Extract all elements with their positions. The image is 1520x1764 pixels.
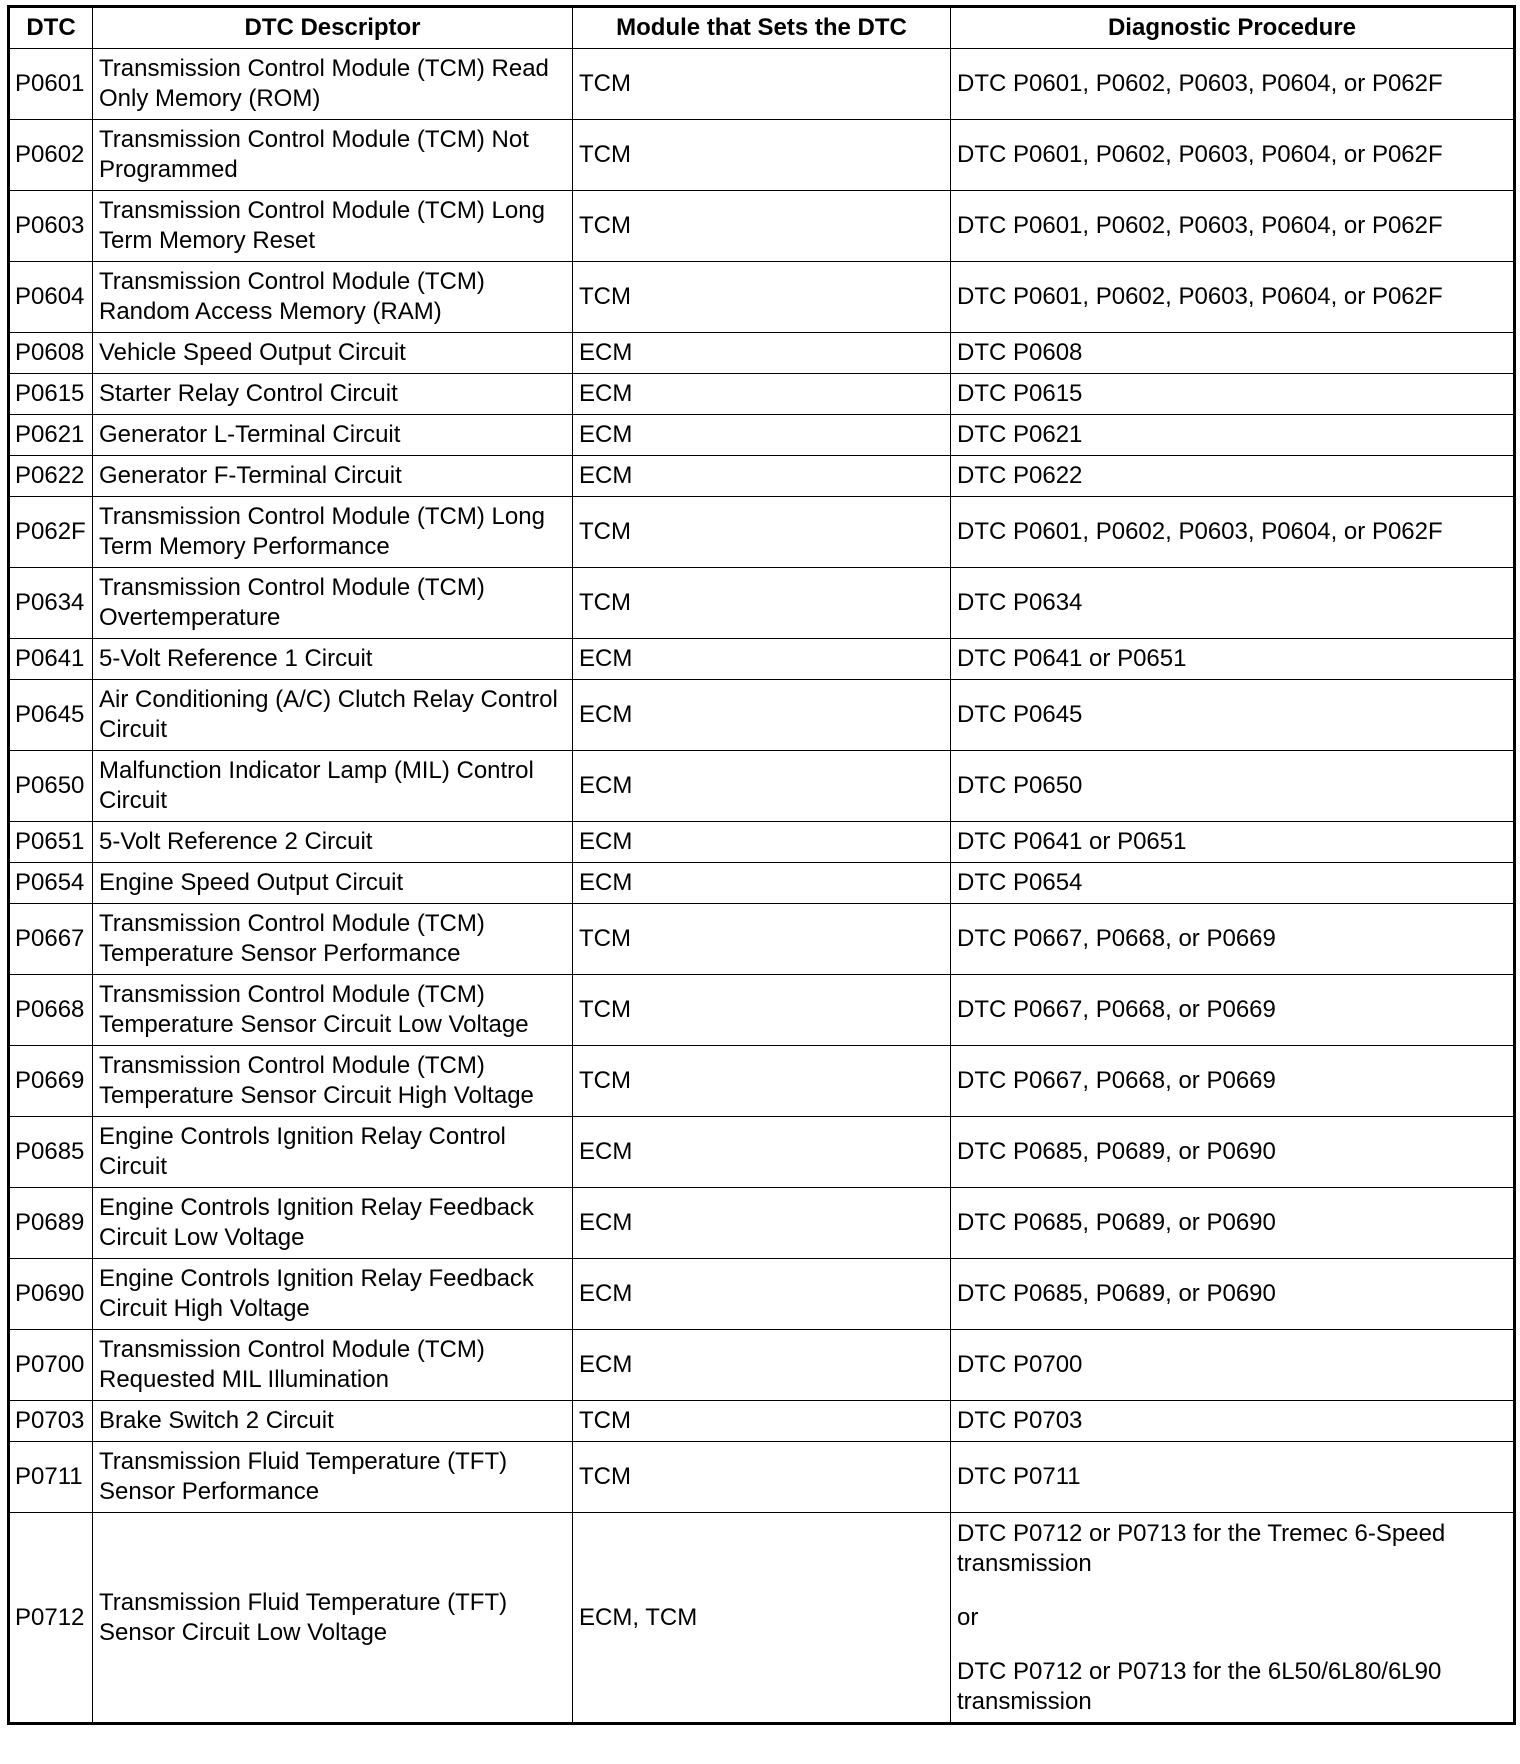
procedure-line: DTC P0700 xyxy=(957,1351,1083,1378)
module-cell: ECM xyxy=(573,415,951,456)
module-cell: ECM xyxy=(573,863,951,904)
table-row xyxy=(9,1513,1515,1724)
module-cell: TCM xyxy=(573,1442,951,1513)
dtc-cell: P0608 xyxy=(9,333,93,374)
dtc-cell: P0621 xyxy=(9,415,93,456)
descriptor-cell: Malfunction Indicator Lamp (MIL) Control Circuit xyxy=(93,751,573,822)
procedure-line: DTC P0601, P0602, P0603, P0604, or P062F xyxy=(957,70,1443,97)
header-descriptor: DTC Descriptor xyxy=(93,7,573,49)
procedure-line: DTC P0615 xyxy=(957,380,1083,407)
dtc-cell: P0667 xyxy=(9,904,93,975)
procedure-line: DTC P0685, P0689, or P0690 xyxy=(957,1280,1276,1307)
module-cell: ECM, TCM xyxy=(573,1513,951,1724)
descriptor-cell: Transmission Fluid Temperature (TFT) Sensor Performance xyxy=(93,1442,573,1513)
dtc-table xyxy=(7,5,1516,1725)
header-dtc: DTC xyxy=(9,7,93,49)
header-row xyxy=(9,7,1515,49)
module-cell: TCM xyxy=(573,1046,951,1117)
procedure-cell xyxy=(951,1401,1515,1442)
module-cell: ECM xyxy=(573,1188,951,1259)
dtc-cell: P0685 xyxy=(9,1117,93,1188)
dtc-cell: P0615 xyxy=(9,374,93,415)
dtc-cell: P062F xyxy=(9,497,93,568)
module-cell: TCM xyxy=(573,191,951,262)
table-row xyxy=(9,568,1515,639)
dtc-cell: P0712 xyxy=(9,1513,93,1724)
procedure-line: DTC P0654 xyxy=(957,869,1083,896)
dtc-cell: P0641 xyxy=(9,639,93,680)
procedure-cell xyxy=(951,639,1515,680)
procedure-line: DTC P0712 or P0713 for the 6L50/6L80/6L90 transmission xyxy=(957,1657,1442,1715)
header-procedure: Diagnostic Procedure xyxy=(951,7,1515,49)
procedure-line: DTC P0685, P0689, or P0690 xyxy=(957,1209,1276,1236)
descriptor-cell: Generator F-Terminal Circuit xyxy=(93,456,573,497)
dtc-cell: P0669 xyxy=(9,1046,93,1117)
table-row xyxy=(9,262,1515,333)
procedure-cell xyxy=(951,1330,1515,1401)
descriptor-cell: Transmission Control Module (TCM) Long Term Memory Reset xyxy=(93,191,573,262)
module-cell: ECM xyxy=(573,680,951,751)
procedure-line: DTC P0634 xyxy=(957,589,1083,616)
dtc-cell: P0645 xyxy=(9,680,93,751)
module-cell: TCM xyxy=(573,49,951,120)
procedure-line: DTC P0711 xyxy=(957,1463,1081,1490)
module-cell: ECM xyxy=(573,333,951,374)
dtc-cell: P0602 xyxy=(9,120,93,191)
module-cell: TCM xyxy=(573,262,951,333)
module-cell: ECM xyxy=(573,456,951,497)
table-row xyxy=(9,1046,1515,1117)
procedure-line: DTC P0685, P0689, or P0690 xyxy=(957,1138,1276,1165)
procedure-cell xyxy=(951,1046,1515,1117)
procedure-line: DTC P0601, P0602, P0603, P0604, or P062F xyxy=(957,518,1443,545)
table-body xyxy=(9,49,1515,1724)
descriptor-cell: Transmission Control Module (TCM) Random Access Memory (RAM) xyxy=(93,262,573,333)
procedure-line: DTC P0703 xyxy=(957,1407,1083,1434)
table-row xyxy=(9,904,1515,975)
procedure-cell xyxy=(951,191,1515,262)
dtc-cell: P0622 xyxy=(9,456,93,497)
procedure-cell xyxy=(951,497,1515,568)
module-cell: ECM xyxy=(573,639,951,680)
procedure-cell xyxy=(951,49,1515,120)
descriptor-cell: Transmission Fluid Temperature (TFT) Sensor Circuit Low Voltage xyxy=(93,1513,573,1724)
procedure-line: DTC P0650 xyxy=(957,772,1083,799)
module-cell: ECM xyxy=(573,1330,951,1401)
table-row xyxy=(9,1330,1515,1401)
dtc-cell: P0650 xyxy=(9,751,93,822)
procedure-cell xyxy=(951,751,1515,822)
table-row xyxy=(9,639,1515,680)
table-row xyxy=(9,680,1515,751)
descriptor-cell: Air Conditioning (A/C) Clutch Relay Control Circuit xyxy=(93,680,573,751)
table-row xyxy=(9,497,1515,568)
procedure-line: DTC P0621 xyxy=(957,421,1083,448)
dtc-cell: P0690 xyxy=(9,1259,93,1330)
procedure-cell xyxy=(951,975,1515,1046)
descriptor-cell: Starter Relay Control Circuit xyxy=(93,374,573,415)
dtc-cell: P0689 xyxy=(9,1188,93,1259)
procedure-cell xyxy=(951,1188,1515,1259)
descriptor-cell: Engine Controls Ignition Relay Feedback Circuit Low Voltage xyxy=(93,1188,573,1259)
dtc-cell: P0604 xyxy=(9,262,93,333)
procedure-cell xyxy=(951,863,1515,904)
table-row xyxy=(9,374,1515,415)
procedure-line: DTC P0641 or P0651 xyxy=(957,645,1187,672)
procedure-line: DTC P0641 or P0651 xyxy=(957,828,1187,855)
descriptor-cell: Transmission Control Module (TCM) Long Term Memory Performance xyxy=(93,497,573,568)
table-row xyxy=(9,333,1515,374)
table-row xyxy=(9,415,1515,456)
module-cell: TCM xyxy=(573,904,951,975)
descriptor-cell: 5-Volt Reference 1 Circuit xyxy=(93,639,573,680)
dtc-cell: P0668 xyxy=(9,975,93,1046)
descriptor-cell: 5-Volt Reference 2 Circuit xyxy=(93,822,573,863)
procedure-line: DTC P0667, P0668, or P0669 xyxy=(957,996,1276,1023)
descriptor-cell: Transmission Control Module (TCM) Temperature Sensor Circuit Low Voltage xyxy=(93,975,573,1046)
module-cell: ECM xyxy=(573,1117,951,1188)
table-row xyxy=(9,1401,1515,1442)
module-cell: TCM xyxy=(573,497,951,568)
module-cell: TCM xyxy=(573,1401,951,1442)
procedure-cell xyxy=(951,904,1515,975)
descriptor-cell: Transmission Control Module (TCM) Overtemperature xyxy=(93,568,573,639)
procedure-line: DTC P0601, P0602, P0603, P0604, or P062F xyxy=(957,141,1443,168)
dtc-cell: P0711 xyxy=(9,1442,93,1513)
descriptor-cell: Transmission Control Module (TCM) Temperature Sensor Performance xyxy=(93,904,573,975)
descriptor-cell: Engine Controls Ignition Relay Feedback Circuit High Voltage xyxy=(93,1259,573,1330)
procedure-cell xyxy=(951,1513,1515,1724)
table-row xyxy=(9,822,1515,863)
descriptor-cell: Engine Speed Output Circuit xyxy=(93,863,573,904)
descriptor-cell: Transmission Control Module (TCM) Read Only Memory (ROM) xyxy=(93,49,573,120)
procedure-cell xyxy=(951,415,1515,456)
procedure-cell xyxy=(951,1117,1515,1188)
dtc-cell: P0654 xyxy=(9,863,93,904)
module-cell: ECM xyxy=(573,1259,951,1330)
module-cell: ECM xyxy=(573,374,951,415)
descriptor-cell: Transmission Control Module (TCM) Not Programmed xyxy=(93,120,573,191)
procedure-line: or xyxy=(957,1603,979,1631)
procedure-cell xyxy=(951,1259,1515,1330)
table-row xyxy=(9,120,1515,191)
procedure-line: DTC P0601, P0602, P0603, P0604, or P062F xyxy=(957,212,1443,239)
procedure-cell xyxy=(951,1442,1515,1513)
descriptor-cell: Brake Switch 2 Circuit xyxy=(93,1401,573,1442)
dtc-cell: P0601 xyxy=(9,49,93,120)
procedure-line: DTC P0645 xyxy=(957,701,1083,728)
descriptor-cell: Transmission Control Module (TCM) Temperature Sensor Circuit High Voltage xyxy=(93,1046,573,1117)
procedure-line: DTC P0667, P0668, or P0669 xyxy=(957,1067,1276,1094)
table-row xyxy=(9,1442,1515,1513)
descriptor-cell: Engine Controls Ignition Relay Control Circuit xyxy=(93,1117,573,1188)
table-row xyxy=(9,1117,1515,1188)
dtc-cell: P0703 xyxy=(9,1401,93,1442)
header-module: Module that Sets the DTC xyxy=(573,7,951,49)
table-row xyxy=(9,191,1515,262)
procedure-line: DTC P0667, P0668, or P0669 xyxy=(957,925,1276,952)
dtc-cell: P0651 xyxy=(9,822,93,863)
descriptor-cell: Vehicle Speed Output Circuit xyxy=(93,333,573,374)
dtc-cell: P0700 xyxy=(9,1330,93,1401)
module-cell: TCM xyxy=(573,975,951,1046)
procedure-line: DTC P0622 xyxy=(957,462,1083,489)
table-row xyxy=(9,751,1515,822)
procedure-line: DTC P0608 xyxy=(957,339,1083,366)
descriptor-cell: Generator L-Terminal Circuit xyxy=(93,415,573,456)
procedure-cell xyxy=(951,456,1515,497)
procedure-cell xyxy=(951,262,1515,333)
descriptor-cell: Transmission Control Module (TCM) Requested MIL Illumination xyxy=(93,1330,573,1401)
dtc-cell: P0634 xyxy=(9,568,93,639)
procedure-cell xyxy=(951,333,1515,374)
procedure-line: DTC P0712 or P0713 for the Tremec 6-Speed transmission xyxy=(957,1519,1446,1577)
table-row xyxy=(9,863,1515,904)
procedure-cell xyxy=(951,568,1515,639)
table-row xyxy=(9,975,1515,1046)
dtc-cell: P0603 xyxy=(9,191,93,262)
module-cell: ECM xyxy=(573,822,951,863)
procedure-cell xyxy=(951,120,1515,191)
procedure-line: DTC P0601, P0602, P0603, P0604, or P062F xyxy=(957,283,1443,310)
table-row xyxy=(9,1259,1515,1330)
module-cell: ECM xyxy=(573,751,951,822)
procedure-cell xyxy=(951,822,1515,863)
procedure-cell xyxy=(951,374,1515,415)
table-row xyxy=(9,49,1515,120)
module-cell: TCM xyxy=(573,568,951,639)
module-cell: TCM xyxy=(573,120,951,191)
table-row xyxy=(9,456,1515,497)
procedure-cell xyxy=(951,680,1515,751)
table-row xyxy=(9,1188,1515,1259)
